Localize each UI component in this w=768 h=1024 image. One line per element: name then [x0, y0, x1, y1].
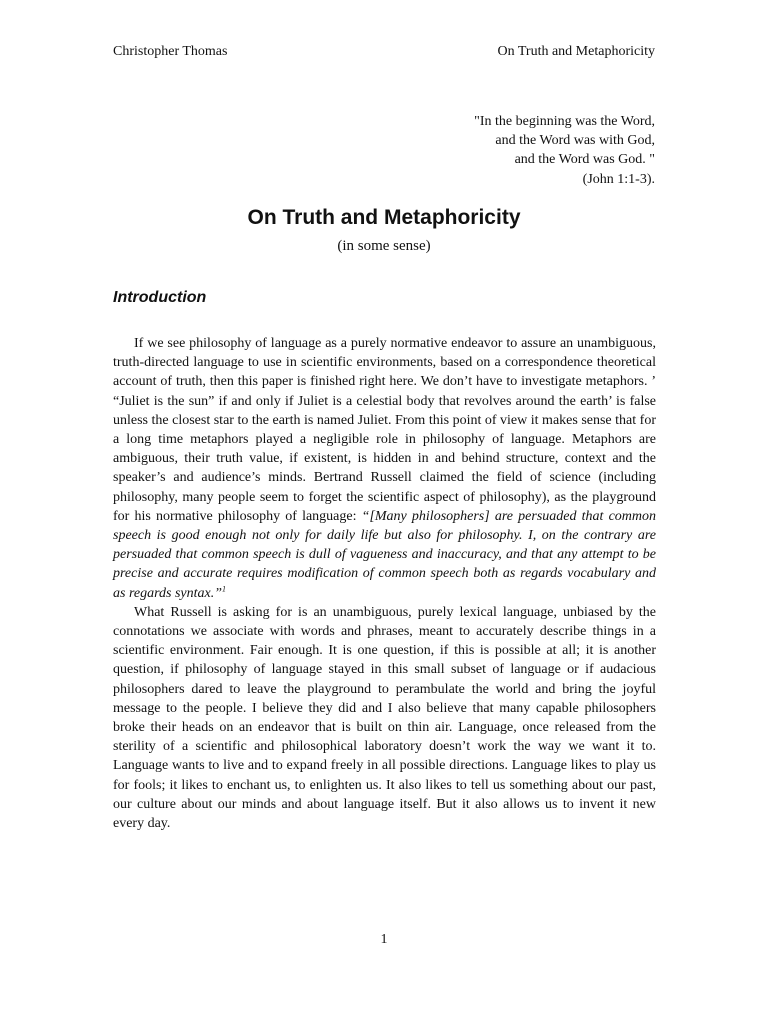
paragraph: What Russell is asking for is an unambiguous, purely lexical language, unbiased by the connotations we associate with words and phrases, meant to accurately describe things in a scientific environment. Fair enough. It is one question, if this is possible at all; it is another question, if philosophy of language stayed in this small subset of language or if audacious philosophers dared to leave the playground to perambulate the world and bring the joyful message to the people. I believe they did and I also believe that many capable philosophers broke their heads on an endeavor that is built on thin air. Language, once released from the sterility of a scientific and philosophical laboratory doesn’t work the way we want it to. Language wants to live and to expand freely in all possible directions. Language likes to play us for fools; it likes to enchant us, to enlighten us. It also likes to tell us something about our past, our culture about our minds and about language itself. But it also allows us to invent it new every day.: [113, 604, 656, 832]
russell-quote: “[Many philosophers] are persuaded that common speech is good enough not only for daily life but also for philosophy. I, on the contrary are persuaded that common speech is dull of vagueness and inaccuracy, and that any attempt to be precise and accurate requires modification of common speech both as regards vocabulary and as regards syntax.”: [113, 508, 657, 601]
paragraph-text: If we see philosophy of language as a purely normative endeavor to assure an unambiguous, truth-directed language to use in scientific environments, based on a correspondence theoretical account of truth, then this paper is finished right here. We don’t have to investigate metaphors. ’ “Juliet is the sun” if and only if Juliet is a celestial body that revolves around the earth’ is false unless the closest star to the earth is named Juliet. From this point of view it makes sense that for a long time metaphors played a negligible role in philosophy of language. Metaphors are ambiguous, their truth value, if existent, is hidden in and behind structure, context and the speaker’s and audience’s minds. Bertrand Russell claimed the field of science (including philosophy, many people seem to forget the scientific aspect of philosophy), as the playground for his normative philosophy of language:: [113, 336, 656, 524]
paragraph: [113, 334, 656, 603]
epigraph-citation: (John 1:1-3).: [582, 171, 655, 187]
header-running-title: On Truth and Metaphoricity: [497, 44, 655, 59]
footnote-marker[interactable]: 1: [222, 583, 227, 593]
epigraph-line: and the Word was with God,: [495, 133, 655, 149]
page-number: 1: [380, 932, 388, 947]
page-title: On Truth and Metaphoricity: [247, 206, 521, 229]
page-subtitle: (in some sense): [337, 238, 431, 254]
epigraph: [295, 112, 655, 189]
body-text: [113, 334, 656, 833]
header-author: Christopher Thomas: [113, 44, 228, 59]
epigraph-line: and the Word was God. ": [514, 152, 655, 168]
epigraph-line: "In the beginning was the Word,: [474, 114, 655, 129]
section-heading: Introduction: [113, 289, 207, 306]
